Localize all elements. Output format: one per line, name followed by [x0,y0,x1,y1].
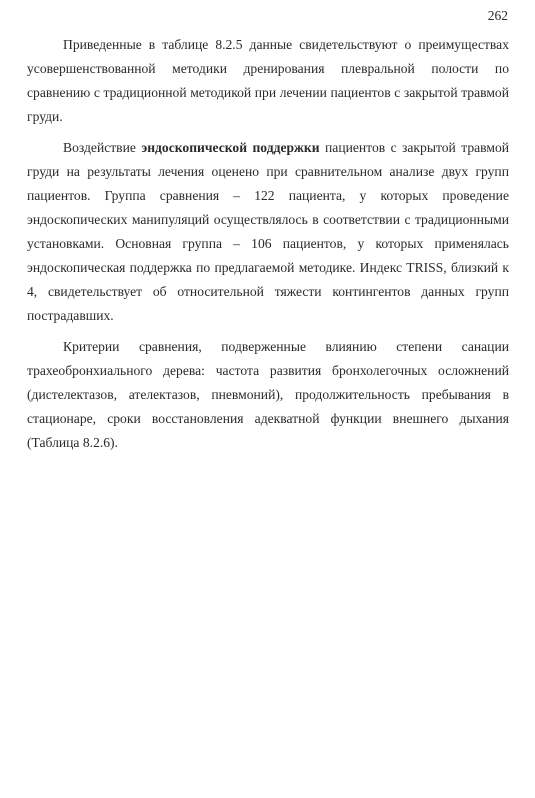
paragraph-comparison-criteria: Критерии сравнения, подверженные влиянию степени санации трахеобронхиального дерева: частота развития бронхолегочных осложнений (дистелектазов, ателектазов, пневмоний), продолжительность пребывания в стационаре, сроки восстановления адекватной функции внешнего дыхания (Таблица 8.2.6). [27,339,509,450]
paragraph-text-start: Воздействие [63,140,142,155]
paragraph-text-rest: пациентов с закрытой травмой груди на результаты лечения оценено при сравнительном анализе двух групп пациентов. Группа сравнения – 122 пациента, у которых проведение эндоскопических манипуляций осуществлялось в соответствии с традиционными установками. Основная группа – 106 пациентов, у которых применялась эндоскопическая поддержка по предлагаемой методике. Индекс TRISS, близкий к 4, свидетельствует об относительной тяжести контингентов данных групп пострадавших. [27,140,510,323]
page-number: 262 [487,8,508,23]
paragraph-table-8-2-5-summary: Приведенные в таблице 8.2.5 данные свидетельствуют о преимуществах усовершенствованной методики дренирования плевральной полости по сравнению с традиционной методикой при лечении пациентов с закрытой травмой груди. [27,37,509,124]
bold-term-endoscopic-support: эндоскопической поддержки [141,140,320,155]
paragraph-endoscopic-support [27,136,509,328]
document-body [27,33,509,462]
